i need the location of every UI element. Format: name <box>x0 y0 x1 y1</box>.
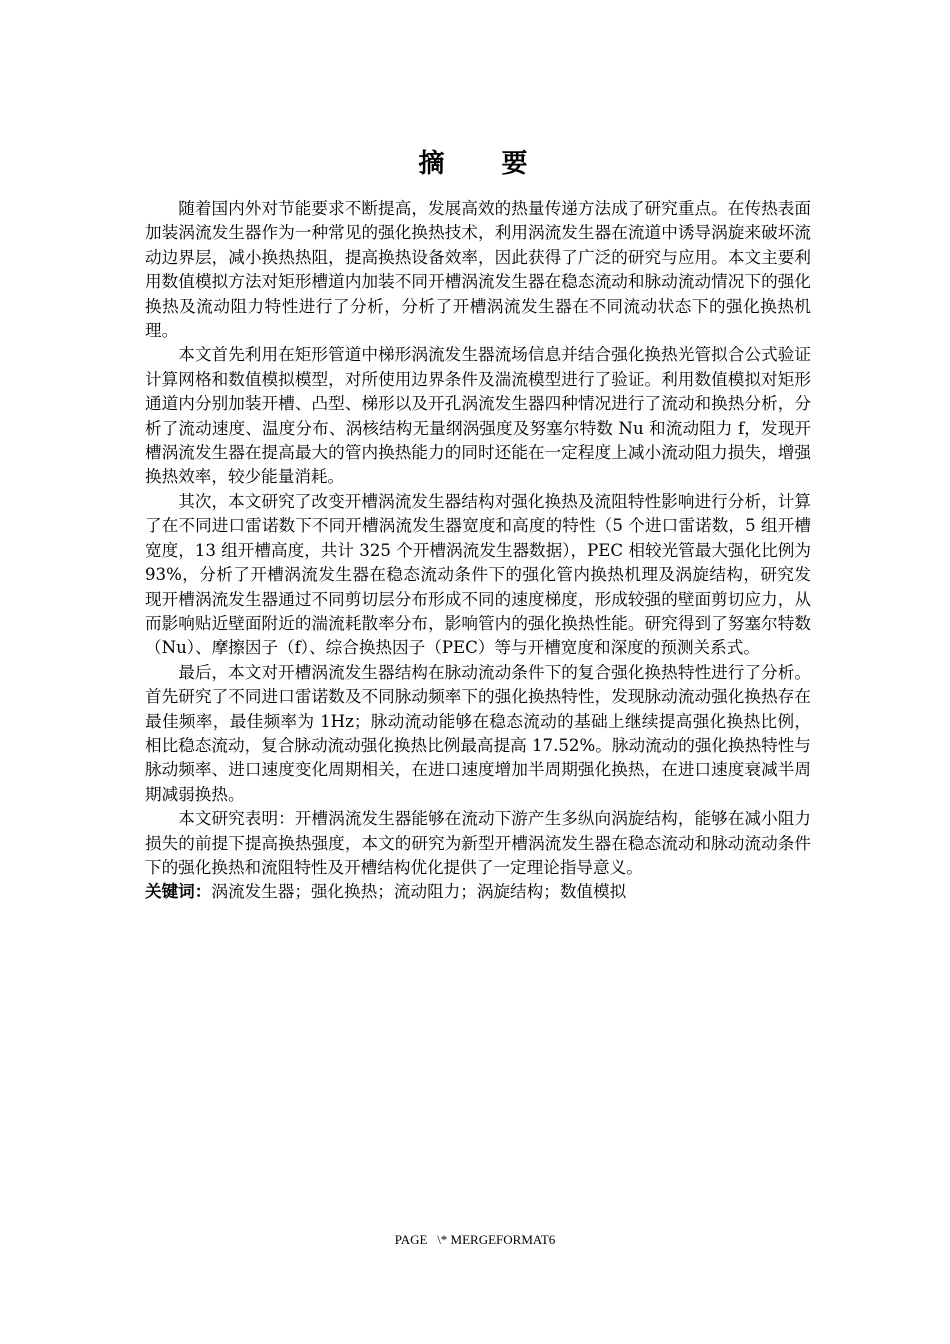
page-footer: PAGE \* MERGEFORMAT6 <box>394 1232 556 1247</box>
abstract-title: 摘 要 <box>418 149 552 179</box>
abstract-paragraph-1: 随着国内外对节能要求不断提高，发展高效的热量传递方法成了研究重点。在传热表面加装涡流发生器作为一种常见的强化换热技术，利用涡流发生器在流道中诱导涡旋来破坏流动边界层，减小换热热阻，提高换热设备效率，因此获得了广泛的研究与应用。本文主要利用数值模拟方法对矩形槽道内加装不同开槽涡流发生器在稳态流动和脉动流动情况下的强化换热及流动阻力特性进行了分析，分析了开槽涡流发生器在不同流动状态下的强化换热机理。 <box>145 199 811 341</box>
abstract-paragraph-2: 本文首先利用在矩形管道中梯形涡流发生器流场信息并结合强化换热光管拟合公式验证计算网格和数值模拟模型，对所使用边界条件及湍流模型进行了验证。利用数值模拟对矩形通道内分别加装开槽、凸型、梯形以及开孔涡流发生器四种情况进行了流动和换热分析，分析了流动速度、温度分布、涡核结构无量纲涡强度及努塞尔特数 Nu 和流动阻力 f，发现开槽涡流发生器在提高最大的管内换热能力的同时还能在一定程度上减小流动阻力损失，增强换热效率，较少能量消耗。 <box>145 345 811 487</box>
abstract-paragraph-5: 本文研究表明：开槽涡流发生器能够在流动下游产生多纵向涡旋结构，能够在减小阻力损失的前提下提高换热强度，本文的研究为新型开槽涡流发生器在稳态流动和脉动流动条件下的强化换热和流阻特性及开槽结构优化提供了一定理论指导意义。 <box>145 809 811 877</box>
keywords-text: 涡流发生器；强化换热；流动阻力；涡旋结构；数值模拟 <box>211 882 627 902</box>
abstract-body <box>145 197 811 905</box>
abstract-paragraph-4: 最后，本文对开槽涡流发生器结构在脉动流动条件下的复合强化换热特性进行了分析。首先研究了不同进口雷诺数及不同脉动频率下的强化换热特性，发现脉动流动强化换热存在最佳频率，最佳频率为 1Hz；脉动流动能够在稳态流动的基础上继续提高强化换热比例，相比稳态流动，复合脉动流动强化换热比例最高提高 17.52%。脉动流动的强化换热特性与脉动频率、进口速度变化周期相关，在进口速度增加半周期强化换热，在进口速度衰减半周期减弱换热。 <box>145 662 811 804</box>
abstract-paragraph-3: 其次，本文研究了改变开槽涡流发生器结构对强化换热及流阻特性影响进行分析，计算了在不同进口雷诺数下不同开槽涡流发生器宽度和高度的特性（5 个进口雷诺数，5 组开槽宽度，13 组开槽高度，共计 325 个开槽涡流发生器数据），PEC 相较光管最大强化比例为 93%，分析了开槽涡流发生器在稳态流动条件下的强化管内换热机理及涡旋结构，研究发现开槽涡流发生器通过不同剪切层分布形成不同的速度梯度，形成较强的壁面剪切应力，从而影响贴近壁面附近的湍流耗散率分布，影响管内的强化换热性能。研究得到了努塞尔特数（Nu）、摩擦因子（f）、综合换热因子（PEC）等与开槽宽度和深度的预测关系式。 <box>145 491 811 658</box>
keywords-label: 关键词： <box>145 882 212 902</box>
keywords-line <box>145 880 811 904</box>
